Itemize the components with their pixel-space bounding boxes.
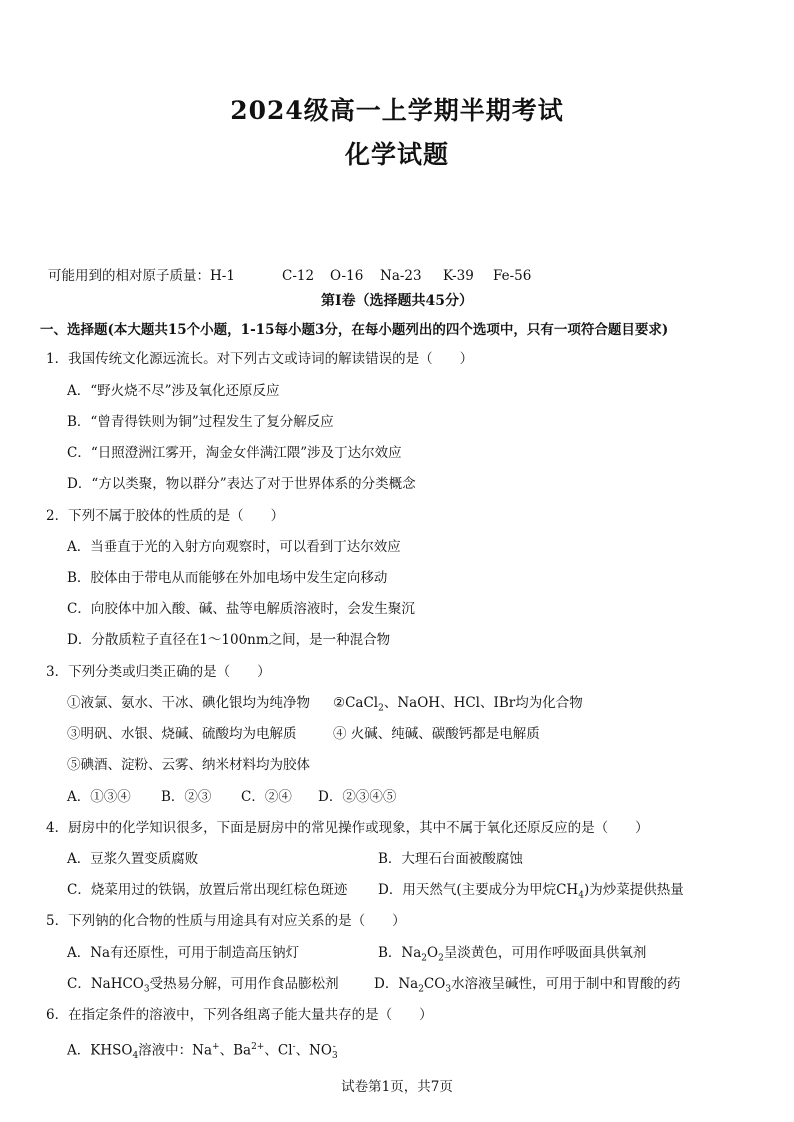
question-3-statement-4: ④ 火碱、纯碱、碳酸钙都是电解质 (333, 726, 540, 742)
option-d-text: D．用天然气(主要成分为甲烷CH (378, 882, 579, 898)
subscript: 2 (418, 984, 424, 995)
question-5-option-d (374, 975, 681, 999)
subscript: 3 (331, 1051, 338, 1062)
option-d-text: )为炒菜提供热量 (583, 882, 684, 898)
atomic-masses (48, 264, 531, 284)
option-d-text: CO (423, 976, 446, 992)
question-3-option-d: D．②③④⑤ (318, 789, 397, 805)
subscript: 4 (132, 1051, 139, 1062)
question-3-stem: 3．下列分类或归类正确的是（ ） (46, 664, 271, 680)
question-5-option-a: A．Na有还原性，可用于制造高压钠灯 (67, 945, 300, 961)
question-1-option-d: D．“方以类聚，物以群分”表达了对于世界体系的分类概念 (67, 476, 416, 492)
question-1-option-a: A．“野火烧不尽”涉及氧化还原反应 (67, 383, 280, 399)
question-3-option-c: C．②④ (241, 789, 292, 805)
subscript: 2 (378, 703, 384, 714)
option-a-text: 、Cl (264, 1042, 293, 1059)
question-2-option-b: B．胶体由于带电从而能够在外加电场中发生定向移动 (67, 570, 388, 586)
question-3-statement-5: ⑤碘酒、淀粉、云雾、纳米材料均为胶体 (67, 757, 310, 773)
atomic-masses-label: 可能用到的相对原子质量： (48, 268, 210, 284)
option-d-text: 水溶液呈碱性，可用于制中和胃酸的药 (451, 976, 681, 992)
option-c-text: C．NaHCO (67, 976, 144, 992)
section-title: 第Ⅰ卷（选择题共45分） (320, 293, 474, 309)
superscript: + (212, 1042, 220, 1052)
subscript: 4 (578, 890, 584, 901)
atomic-mass-item: Na-23 (380, 268, 422, 284)
option-a-text: 溶液中：Na (138, 1042, 213, 1059)
question-2-option-c: C．向胶体中加入酸、碱、盐等电解质溶液时，会发生聚沉 (67, 601, 415, 617)
question-2-option-a: A．当垂直于光的入射方向观察时，可以看到丁达尔效应 (67, 539, 401, 555)
question-2-option-d: D．分散质粒子直径在1～100nm之间，是一种混合物 (67, 632, 391, 648)
question-5-option-b (378, 944, 646, 968)
question-1-option-b: B．“曾青得铁则为铜”过程发生了复分解反应 (67, 414, 334, 430)
statement-2-text: ②CaCl (333, 695, 379, 711)
question-6-option-a (67, 1038, 336, 1065)
question-4-stem: 4．厨房中的化学知识很多，下面是厨房中的常见操作或现象，其中不属于氧化还原反应的是（ ） (46, 820, 649, 836)
question-4-option-d (378, 881, 684, 905)
atomic-mass-item: C-12 (282, 268, 315, 284)
option-a-text: A．KHSO (67, 1042, 133, 1059)
question-2-stem: 2．下列不属于胶体的性质的是（ ） (46, 508, 285, 524)
atomic-mass-item: Fe-56 (493, 268, 532, 284)
option-b-text: B．Na (378, 945, 422, 961)
atomic-mass-item: H-1 (210, 268, 235, 284)
question-4-option-b: B．大理石台面被酸腐蚀 (378, 851, 523, 867)
subscript: 3 (445, 984, 452, 995)
question-4-option-a: A．豆浆久置变质腐败 (67, 851, 199, 867)
option-c-text: 受热易分解，可用作食品膨松剂 (149, 976, 339, 992)
atomic-mass-item: O-16 (330, 268, 364, 284)
question-5-option-c (67, 975, 339, 999)
question-5-stem: 5．下列钠的化合物的性质与用途具有对应关系的是（ ） (46, 913, 406, 929)
part-one-heading: 一、选择题(本大题共15个小题，1-15每小题3分，在每小题列出的四个选项中，只有一项符合题目要求) (40, 322, 669, 338)
question-3-option-b: B．②③ (161, 789, 212, 805)
question-3-statement-2 (333, 694, 583, 718)
question-1-stem: 1．我国传统文化源远流长。对下列古文或诗词的解读错误的是（ ） (46, 351, 474, 367)
question-6-stem: 6．在指定条件的溶液中，下列各组离子能大量共存的是（ ） (46, 1007, 433, 1023)
superscript: - (292, 1042, 296, 1052)
question-3-option-a: A．①③④ (67, 789, 131, 805)
subscript: 2 (421, 953, 428, 964)
option-b-text: 呈淡黄色，可用作呼吸面具供氧剂 (443, 945, 647, 961)
question-4-option-c: C．烧菜用过的铁锅，放置后常出现红棕色斑迹 (67, 882, 348, 898)
atomic-mass-item: K-39 (443, 268, 474, 284)
exam-subtitle: 化学试题 (344, 140, 449, 169)
exam-title: 2024级高一上学期半期考试 (230, 96, 564, 125)
option-a-text: 、NO (295, 1042, 332, 1059)
question-3-statement-1: ①液氯、氨水、干冰、碘化银均为纯净物 (67, 695, 310, 711)
superscript: - (332, 1042, 336, 1052)
option-d-text: D．Na (374, 976, 419, 992)
question-1-option-c: C．“日照澄洲江雾开，淘金女伴满江隈”涉及丁达尔效应 (67, 445, 402, 461)
subscript: 2 (438, 953, 444, 964)
statement-2-text: 、NaOH、HCl、IBr均为化合物 (383, 695, 583, 711)
subscript: 3 (143, 984, 150, 995)
question-3-statement-3: ③明矾、水银、烧碱、硫酸均为电解质 (67, 726, 297, 742)
option-b-text: O (427, 945, 439, 961)
superscript: 2+ (251, 1042, 265, 1052)
page-footer: 试卷第1页，共7页 (341, 1079, 453, 1095)
option-a-text: 、Ba (219, 1042, 252, 1059)
